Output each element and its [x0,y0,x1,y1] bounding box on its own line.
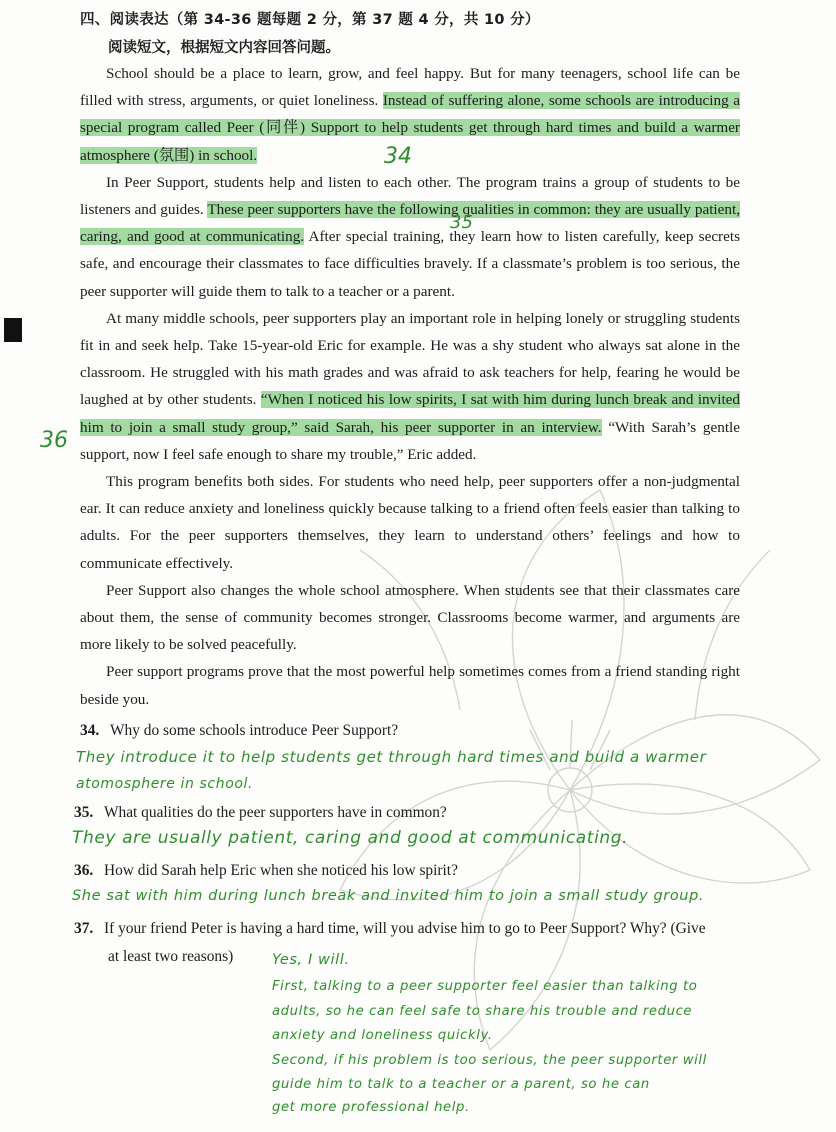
paragraph-1-text: School should be a place to learn, grow, and feel happy. But for many teenagers, school life can be filled with stress, arguments, or quiet loneliness. [80,65,740,110]
question-text: If your friend Peter is having a hard time, will you advise him to go to Peer Support? Why? (Give [104,920,706,937]
question-text: Why do some schools introduce Peer Support? [110,722,399,739]
question-text: How did Sarah help Eric when she noticed his low spirit? [104,862,458,879]
question-number: 35. [74,804,94,821]
answer-37-line-7: get more professional help. [272,1100,470,1115]
answer-36-line-1: She sat with him during lunch break and invited him to join a small study group. [72,888,705,904]
question-number: 37. [74,920,94,937]
question-36 [74,862,458,880]
question-37-continued: at least two reasons) [108,948,234,965]
paragraph-2-text-b: After special training, they learn how to listen carefully, keep secrets safe, and encourage their classmates to face difficulties bravely. If a classmate’s problem is too serious, the peer supporter will guide them to talk to a teacher or a parent. [80,228,740,300]
question-text: What qualities do the peer supporters have in common? [104,804,447,821]
answer-37-line-2: First, talking to a peer supporter feel easier than talking to [272,979,698,994]
paragraph-6: Peer support programs prove that the most powerful help sometimes comes from a friend standing right beside you. [80,663,740,708]
answer-37-line-5: Second, if his problem is too serious, the peer supporter will [272,1053,707,1068]
highlight-34: Instead of suffering alone, some schools are introducing a special program called Peer (同伴) Support to help students get through hard times and build a warmer atmosphere (氛围) in school. [80,92,740,164]
paragraph-5: Peer Support also changes the whole school atmosphere. When students see that their classmates care about them, the sense of community becomes stronger. Classrooms become warmer, and arguments are more likely to be solved peacefully. [80,581,740,654]
paragraph-3 [80,305,740,468]
answer-37-line-1: Yes, I will. [272,952,350,968]
question-37 [74,920,706,938]
paragraph-3-text-a: At many middle schools, peer supporters play an important role in helping lonely or struggling students fit in and seek help. Take 15-year-old Eric for example. He was a shy student who always sat alone in the classroom. He struggled with his math grades and was afraid to ask teachers for help, fearing he would be laughed at by other students. [80,309,740,409]
question-number: 34. [80,722,100,739]
section-instruction: 阅读短文，根据短文内容回答问题。 [108,40,340,56]
section-title: 四、阅读表达（第 34-36 题每题 2 分，第 37 题 4 分，共 10 分） [80,12,540,28]
answer-35-line-1: They are usually patient, caring and good at communicating. [72,828,629,848]
answer-37-line-6: guide him to talk to a teacher or a parent, so he can [272,1077,650,1092]
answer-37-line-4: anxiety and loneliness quickly. [272,1028,493,1043]
question-35 [74,804,447,822]
highlight-35: These peer supporters have the following qualities in common: they are usually patient, caring, and good at communicating. [80,201,740,246]
question-34 [80,722,398,740]
paragraph-4: This program benefits both sides. For students who need help, peer supporters offer a non-judgmental ear. It can reduce anxiety and loneliness quickly because talking to a friend often feels easier than talking to adults. For the peer supporters themselves, they learn to understand others’ feelings and how to communicate effectively. [80,473,740,572]
margin-mark-35: 35 [450,212,473,233]
paragraph-2 [80,169,740,305]
margin-mark-34: 34 [384,144,412,169]
paragraph-3-text-b: “With Sarah’s gentle support, now I feel safe enough to share my trouble,” Eric added. [80,418,741,463]
answer-37-line-3: adults, so he can feel safe to share his trouble and reduce [272,1004,693,1019]
answer-34-line-2: atomosphere in school. [76,776,254,792]
highlight-36: “When I noticed his low spirits, I sat with him during lunch break and invited him to join a small study group,” said Sarah, his peer supporter in an interview. [80,391,740,436]
answer-34-line-1: They introduce it to help students get through hard times and build a warmer [76,748,707,766]
question-number: 36. [74,862,94,879]
page-edge-marker [4,318,22,342]
paragraph-2-text-a: In Peer Support, students help and listen to each other. The program trains a group of students to be listeners and guides. [80,173,740,219]
margin-mark-36: 36 [40,428,68,453]
